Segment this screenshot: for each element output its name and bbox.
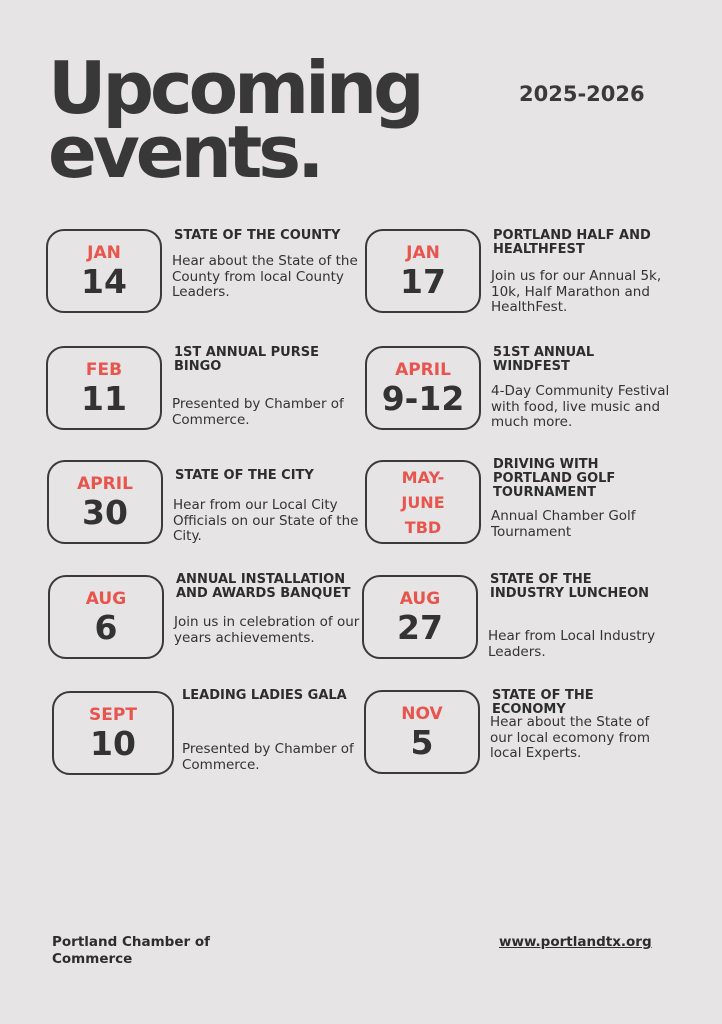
event-day: 27 [397, 608, 443, 647]
event-description: Join us for our Annual 5k, 10k, Half Marathon and HealthFest. [491, 268, 662, 315]
event-card-portland-half [365, 229, 685, 325]
event-day: 5 [410, 723, 434, 762]
event-month: SEPT [89, 705, 137, 725]
event-card-state-of-county [46, 229, 366, 325]
event-title: LEADING LADIES GALA [182, 688, 347, 703]
event-description: Hear from Local Industry Leaders. [488, 628, 656, 660]
event-card-state-of-city [47, 460, 367, 556]
event-month: NOV [401, 704, 443, 724]
event-title: STATE OF THE ECONOMY [492, 688, 594, 717]
event-title: ANNUAL INSTALLATION AND AWARDS BANQUET [176, 572, 351, 601]
event-card-industry-luncheon [362, 572, 682, 671]
title-line-1: Upcoming [48, 46, 421, 130]
date-box [365, 346, 481, 430]
organization-name: Portland Chamber of Commerce [52, 934, 211, 967]
event-day: 9-12 [381, 379, 465, 418]
event-month: JAN [87, 243, 121, 263]
event-title: PORTLAND HALF AND HEALTHFEST [493, 228, 651, 257]
event-title: 1ST ANNUAL PURSE BINGO [174, 345, 319, 374]
event-day: 30 [82, 493, 128, 532]
date-box [48, 575, 164, 659]
date-box [46, 346, 162, 430]
event-description: Annual Chamber Golf Tournament [491, 508, 636, 540]
event-title: DRIVING WITH PORTLAND GOLF TOURNAMENT [493, 457, 616, 500]
website-link[interactable]: www.portlandtx.org [499, 934, 652, 950]
date-box [46, 229, 162, 313]
date-box [47, 460, 163, 544]
event-month: APRIL [395, 360, 451, 380]
event-card-leading-ladies [52, 688, 372, 787]
page-title [48, 46, 421, 194]
event-description: Presented by Chamber of Commerce. [182, 741, 354, 773]
event-day: 17 [400, 262, 446, 301]
event-description: Presented by Chamber of Commerce. [172, 396, 344, 428]
event-month: AUG [85, 589, 127, 609]
season-year: 2025-2026 [519, 82, 645, 106]
event-date-tbd: TBD [404, 517, 442, 537]
date-box [362, 575, 478, 659]
event-description: Join us in celebration of our years achievements. [174, 614, 360, 646]
event-title: STATE OF THE COUNTY [174, 228, 341, 243]
date-box [365, 460, 481, 544]
event-month: APRIL [77, 474, 133, 494]
date-box [52, 691, 174, 775]
event-card-golf-tournament [365, 457, 685, 556]
event-description: Hear about the State of the County from local County Leaders. [172, 253, 358, 300]
date-box [365, 229, 481, 313]
event-title: STATE OF THE INDUSTRY LUNCHEON [490, 572, 650, 601]
event-month: FEB [85, 360, 123, 380]
event-day: 6 [94, 608, 118, 647]
event-month-line-2: JUNE [401, 492, 445, 512]
event-description: 4-Day Community Festival with food, live music and much more. [491, 383, 670, 430]
event-card-purse-bingo [46, 346, 366, 442]
event-day: 11 [81, 379, 127, 418]
event-title: 51ST ANNUAL WINDFEST [493, 345, 595, 374]
event-day: 10 [90, 724, 136, 763]
title-line-2: events. [48, 110, 321, 194]
date-box [364, 690, 480, 774]
event-card-state-of-economy [364, 690, 684, 786]
event-card-installation-banquet [48, 572, 368, 671]
event-month-line-1: MAY- [401, 467, 445, 487]
event-title: STATE OF THE CITY [175, 468, 314, 483]
event-card-windfest [365, 346, 685, 442]
event-month: AUG [399, 589, 441, 609]
event-day: 14 [81, 262, 127, 301]
event-month: JAN [406, 243, 440, 263]
event-description: Hear about the State of our local ecomony from local Experts. [490, 714, 651, 761]
event-description: Hear from our Local City Officials on our State of the City. [173, 497, 359, 544]
